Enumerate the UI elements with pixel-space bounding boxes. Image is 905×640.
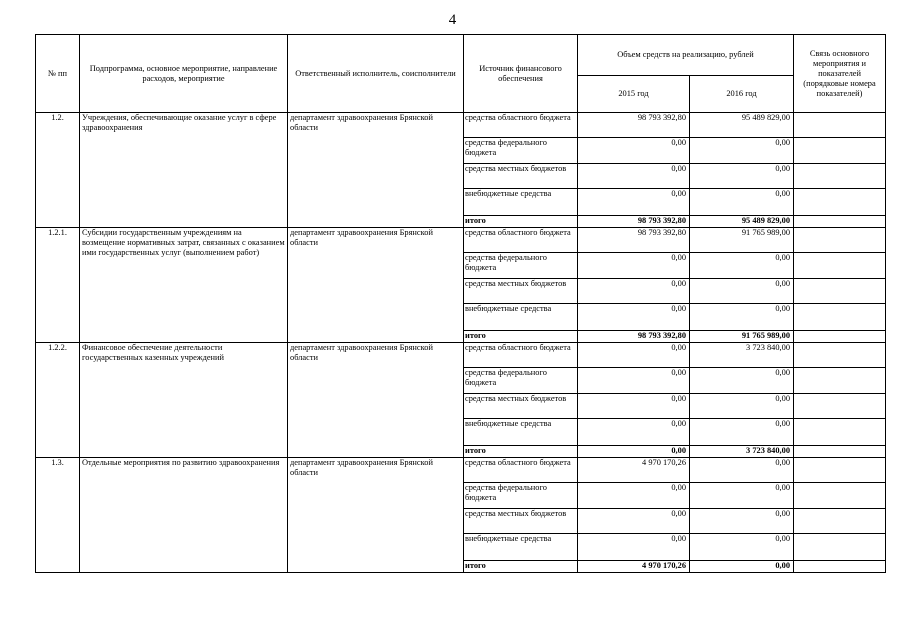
amount-2016: 0,00 [690, 138, 794, 164]
amount-2016: 3 723 840,00 [690, 343, 794, 368]
amount-2016: 0,00 [690, 394, 794, 419]
indicator-link [794, 534, 886, 561]
amount-2016: 91 765 989,00 [690, 331, 794, 343]
amount-2016: 0,00 [690, 483, 794, 509]
amount-2015: 0,00 [578, 509, 690, 534]
indicator-link [794, 561, 886, 573]
amount-2016: 0,00 [690, 509, 794, 534]
amount-2016: 95 489 829,00 [690, 113, 794, 138]
table-row [36, 343, 886, 368]
table-row [36, 228, 886, 253]
funding-source: внебюджетные средства [464, 189, 578, 216]
row-number: 1.2. [36, 113, 80, 228]
amount-2015: 0,00 [578, 304, 690, 331]
indicator-link [794, 458, 886, 483]
indicator-link [794, 368, 886, 394]
amount-2015: 0,00 [578, 189, 690, 216]
indicator-link [794, 343, 886, 368]
indicator-link [794, 331, 886, 343]
executor-name: департамент здравоохранения Брянской области [288, 458, 464, 573]
funding-source: внебюджетные средства [464, 304, 578, 331]
funding-source: средства областного бюджета [464, 343, 578, 368]
amount-2015: 98 793 392,80 [578, 331, 690, 343]
amount-2016: 0,00 [690, 561, 794, 573]
amount-2015: 0,00 [578, 419, 690, 446]
indicator-link [794, 394, 886, 419]
table-row [36, 113, 886, 138]
indicator-link [794, 446, 886, 458]
executor-name: департамент здравоохранения Брянской области [288, 113, 464, 228]
row-number: 1.2.1. [36, 228, 80, 343]
header-volume: Объем средств на реализацию, рублей [578, 35, 794, 76]
header-source: Источник финансового обеспечения [464, 35, 578, 113]
indicator-link [794, 138, 886, 164]
amount-2015: 0,00 [578, 368, 690, 394]
amount-2016: 0,00 [690, 279, 794, 304]
header-year-2016: 2016 год [690, 76, 794, 113]
amount-2016: 95 489 829,00 [690, 216, 794, 228]
amount-2015: 0,00 [578, 164, 690, 189]
amount-2015: 0,00 [578, 394, 690, 419]
amount-2015: 98 793 392,80 [578, 113, 690, 138]
row-number: 1.2.2. [36, 343, 80, 458]
amount-2016: 0,00 [690, 164, 794, 189]
funding-source: средства федерального бюджета [464, 483, 578, 509]
amount-2015: 0,00 [578, 446, 690, 458]
amount-2015: 0,00 [578, 534, 690, 561]
amount-2016: 3 723 840,00 [690, 446, 794, 458]
funding-source: итого [464, 561, 578, 573]
amount-2015: 0,00 [578, 343, 690, 368]
indicator-link [794, 253, 886, 279]
program-name: Субсидии государственным учреждениям на возмещение нормативных затрат, связанных с оказанием ими государственных услуг (выполнением работ) [80, 228, 288, 343]
budget-table [35, 34, 886, 573]
amount-2015: 0,00 [578, 483, 690, 509]
amount-2016: 0,00 [690, 534, 794, 561]
header-year-2015: 2015 год [578, 76, 690, 113]
indicator-link [794, 279, 886, 304]
amount-2015: 0,00 [578, 279, 690, 304]
amount-2015: 4 970 170,26 [578, 561, 690, 573]
program-name: Финансовое обеспечение деятельности государственных казенных учреждений [80, 343, 288, 458]
funding-source: итого [464, 446, 578, 458]
amount-2016: 0,00 [690, 368, 794, 394]
program-name: Отдельные мероприятия по развитию здравоохранения [80, 458, 288, 573]
amount-2016: 0,00 [690, 253, 794, 279]
amount-2016: 91 765 989,00 [690, 228, 794, 253]
funding-source: средства федерального бюджета [464, 138, 578, 164]
funding-source: средства федерального бюджета [464, 253, 578, 279]
amount-2015: 98 793 392,80 [578, 228, 690, 253]
funding-source: средства областного бюджета [464, 228, 578, 253]
funding-source: средства местных бюджетов [464, 394, 578, 419]
indicator-link [794, 483, 886, 509]
funding-source: итого [464, 216, 578, 228]
amount-2015: 4 970 170,26 [578, 458, 690, 483]
header-program: Подпрограмма, основное мероприятие, направление расходов, мероприятие [80, 35, 288, 113]
executor-name: департамент здравоохранения Брянской области [288, 343, 464, 458]
indicator-link [794, 113, 886, 138]
funding-source: внебюджетные средства [464, 419, 578, 446]
indicator-link [794, 164, 886, 189]
funding-source: итого [464, 331, 578, 343]
funding-source: средства местных бюджетов [464, 279, 578, 304]
amount-2015: 0,00 [578, 253, 690, 279]
indicator-link [794, 228, 886, 253]
indicator-link [794, 189, 886, 216]
funding-source: средства местных бюджетов [464, 509, 578, 534]
funding-source: средства областного бюджета [464, 113, 578, 138]
amount-2016: 0,00 [690, 189, 794, 216]
page-number: 4 [448, 12, 457, 28]
table-body [36, 113, 886, 573]
funding-source: средства федерального бюджета [464, 368, 578, 394]
indicator-link [794, 216, 886, 228]
table-row [36, 458, 886, 483]
amount-2016: 0,00 [690, 304, 794, 331]
header-executor: Ответственный исполнитель, соисполнители [288, 35, 464, 113]
funding-source: средства местных бюджетов [464, 164, 578, 189]
indicator-link [794, 304, 886, 331]
indicator-link [794, 509, 886, 534]
amount-2016: 0,00 [690, 458, 794, 483]
indicator-link [794, 419, 886, 446]
header-num: № пп [36, 35, 80, 113]
amount-2016: 0,00 [690, 419, 794, 446]
amount-2015: 0,00 [578, 138, 690, 164]
amount-2015: 98 793 392,80 [578, 216, 690, 228]
program-name: Учреждения, обеспечивающие оказание услуг в сфере здравоохранения [80, 113, 288, 228]
executor-name: департамент здравоохранения Брянской области [288, 228, 464, 343]
header-link: Связь основного мероприятия и показателей (порядковые номера показателей) [794, 35, 886, 113]
row-number: 1.3. [36, 458, 80, 573]
funding-source: внебюджетные средства [464, 534, 578, 561]
funding-source: средства областного бюджета [464, 458, 578, 483]
